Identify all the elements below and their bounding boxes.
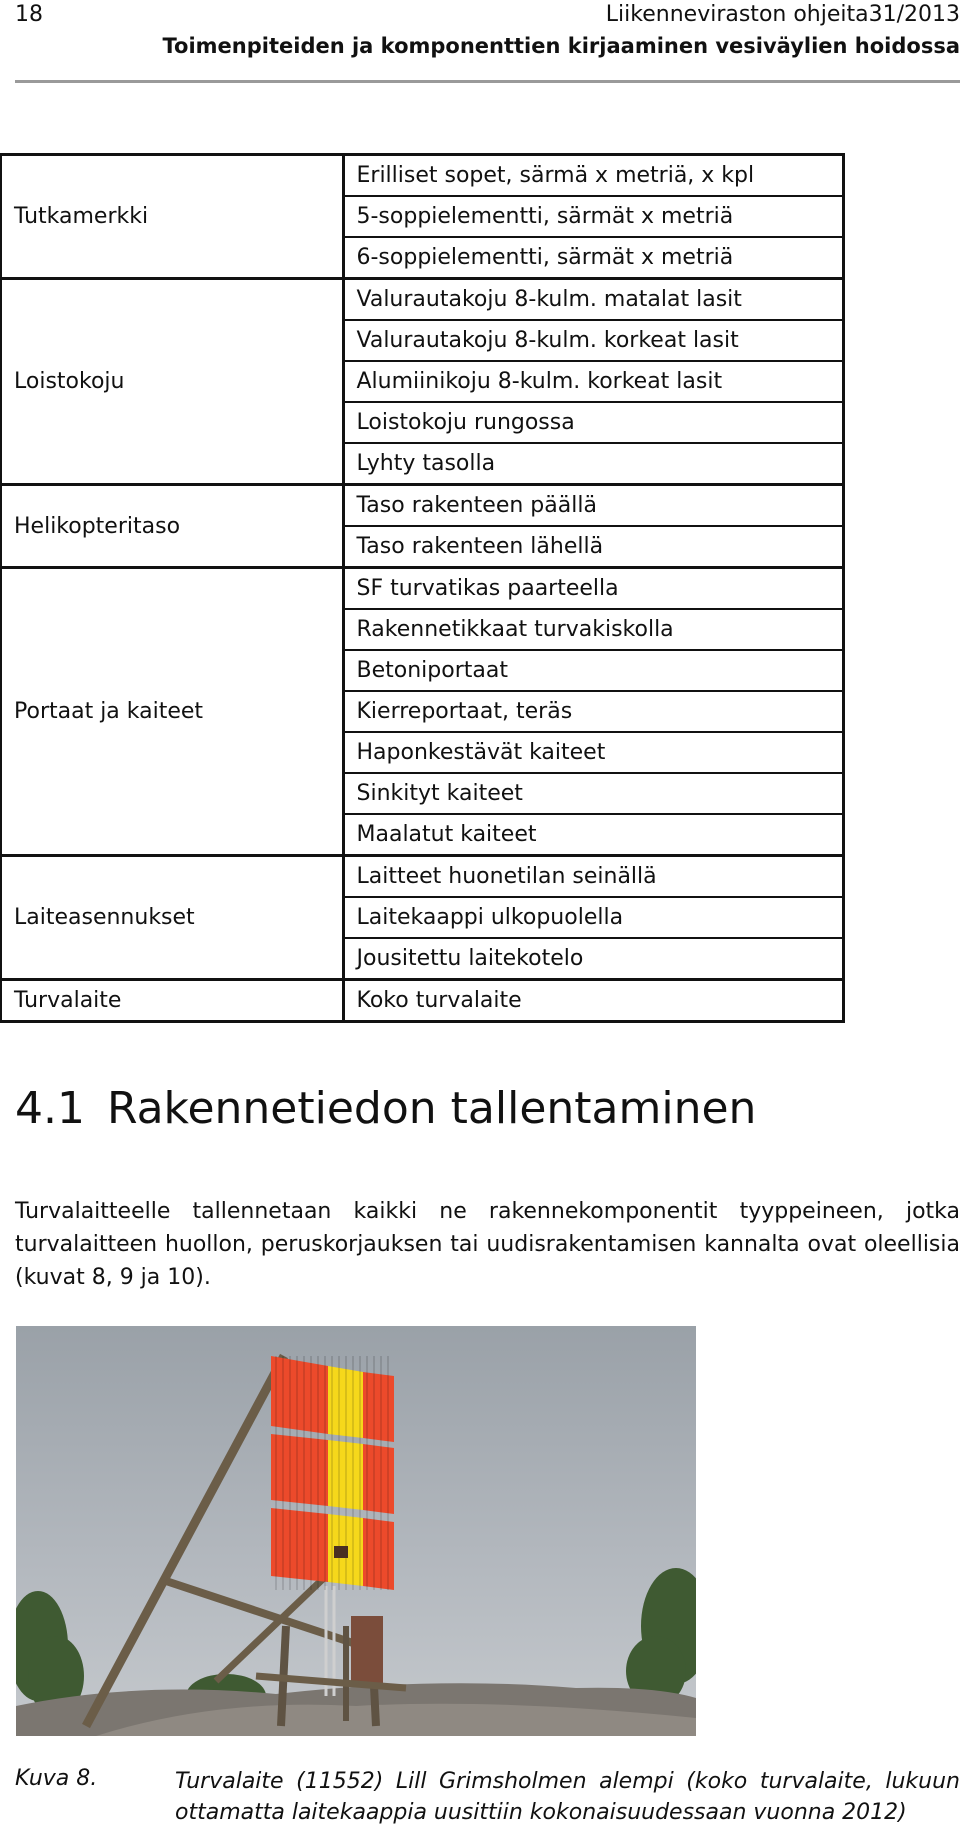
table-row — [1, 568, 843, 610]
table-row — [1, 856, 843, 898]
section-body: Turvalaitteelle tallennetaan kaikki ne rakennekomponentit tyyppeineen, jotka turvalaitteen huollon, peruskorjauksen tai uudisrakentamisen kannalta ovat oleellisia (kuvat 8, 9 ja 10). — [15, 1195, 960, 1294]
section-heading — [15, 1083, 756, 1134]
component-cell: Jousitettu laitekotelo — [343, 938, 843, 980]
component-cell: Haponkestävät kaiteet — [343, 732, 843, 773]
component-cell: Lyhty tasolla — [343, 443, 843, 485]
component-cell: Sinkityt kaiteet — [343, 773, 843, 814]
component-cell: SF turvatikas paarteella — [343, 568, 843, 610]
component-cell: Laitekaappi ulkopuolella — [343, 897, 843, 938]
section-title: Rakennetiedon tallentaminen — [107, 1083, 756, 1134]
category-cell: Turvalaite — [1, 980, 343, 1022]
category-cell: Helikopteritaso — [1, 485, 343, 568]
category-cell: Portaat ja kaiteet — [1, 568, 343, 856]
table-row — [1, 485, 843, 527]
document-subtitle: Toimenpiteiden ja komponenttien kirjaaminen vesiväylien hoidossa — [163, 34, 960, 58]
component-cell: Laitteet huonetilan seinällä — [343, 856, 843, 898]
component-cell: 6-soppielementti, särmät x metriä — [343, 237, 843, 279]
component-cell: Taso rakenteen päällä — [343, 485, 843, 527]
component-cell: Taso rakenteen lähellä — [343, 526, 843, 568]
category-cell: Loistokoju — [1, 279, 343, 485]
figure-caption: Turvalaite (11552) Lill Grimsholmen alempi (koko turvalaite, lukuun ottamatta laitekaappia uusittiin kokonaisuudessaan vuonna 2012) — [175, 1766, 960, 1828]
component-cell: Loistokoju rungossa — [343, 402, 843, 443]
component-cell: Betoniportaat — [343, 650, 843, 691]
page-number: 18 — [15, 2, 43, 27]
table-row — [1, 279, 843, 321]
figure-label: Kuva 8. — [15, 1766, 97, 1791]
table-row — [1, 155, 843, 197]
category-cell: Laiteasennukset — [1, 856, 343, 980]
component-table — [0, 153, 845, 1023]
lighthouse-photo — [16, 1326, 696, 1736]
header-rule — [15, 80, 960, 83]
section-number: 4.1 — [15, 1083, 85, 1134]
component-cell: Alumiinikoju 8-kulm. korkeat lasit — [343, 361, 843, 402]
component-cell: Kierreportaat, teräs — [343, 691, 843, 732]
category-cell: Tutkamerkki — [1, 155, 343, 279]
component-cell: Erilliset sopet, särmä x metriä, x kpl — [343, 155, 843, 197]
component-cell: 5-soppielementti, särmät x metriä — [343, 196, 843, 237]
component-cell: Valurautakoju 8-kulm. matalat lasit — [343, 279, 843, 321]
series-title: Liikenneviraston ohjeita31/2013 — [606, 2, 960, 27]
component-cell: Valurautakoju 8-kulm. korkeat lasit — [343, 320, 843, 361]
component-cell: Rakennetikkaat turvakiskolla — [343, 609, 843, 650]
component-cell: Koko turvalaite — [343, 980, 843, 1022]
component-cell: Maalatut kaiteet — [343, 814, 843, 856]
table-row — [1, 980, 843, 1022]
